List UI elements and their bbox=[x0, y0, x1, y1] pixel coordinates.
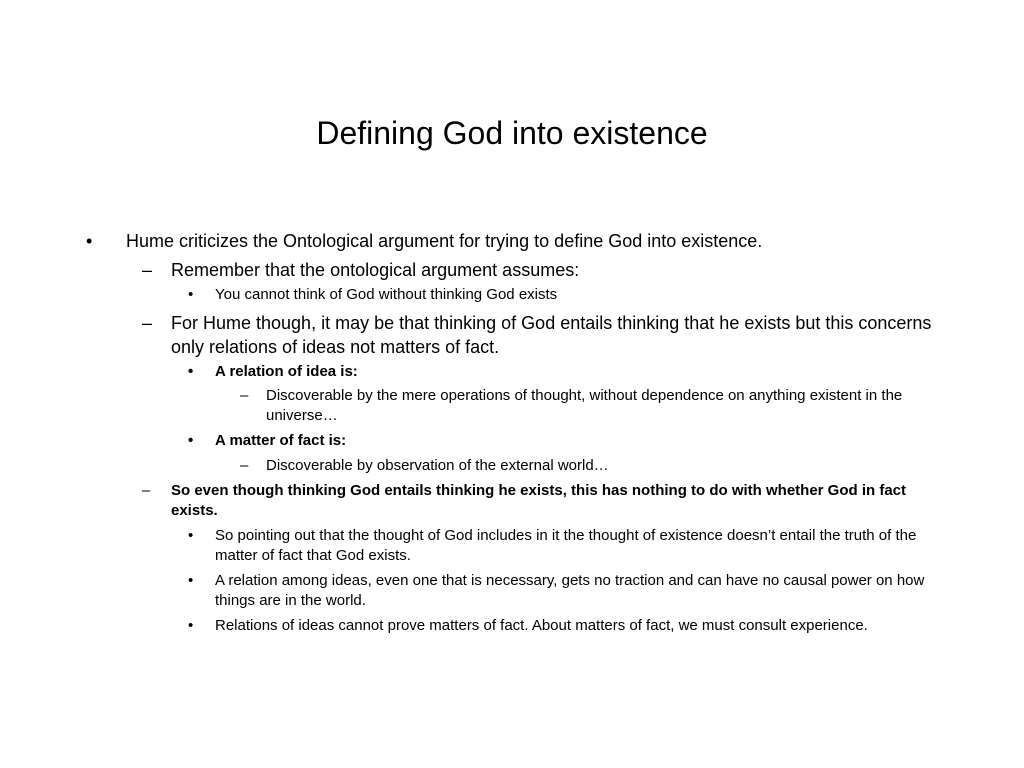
bullet-text: A relation of idea is: bbox=[215, 363, 358, 380]
bullet-item bbox=[188, 285, 945, 305]
bullet-item bbox=[86, 229, 986, 253]
bullet-icon: • bbox=[188, 527, 194, 544]
bullet-text: Discoverable by observation of the external world… bbox=[266, 457, 609, 474]
bullet-icon: • bbox=[86, 231, 93, 251]
dash-icon: – bbox=[240, 457, 249, 474]
dash-icon: – bbox=[142, 260, 153, 280]
bullet-icon: • bbox=[188, 617, 194, 634]
bullet-item bbox=[240, 456, 906, 476]
dash-icon: – bbox=[142, 482, 151, 499]
bullet-text: So pointing out that the thought of God includes in it the thought of existence doesn’t entail the truth of the matter of fact that God exists. bbox=[215, 527, 917, 564]
bullet-text: Hume criticizes the Ontological argument for trying to define God into existence. bbox=[126, 231, 763, 251]
bullet-text: Relations of ideas cannot prove matters of fact. About matters of fact, we must consult experience. bbox=[215, 617, 868, 634]
bullet-item bbox=[142, 311, 951, 359]
bullet-text: Discoverable by the mere operations of thought, without dependence on anything existent in the universe… bbox=[266, 387, 903, 424]
bullet-item bbox=[188, 571, 945, 611]
bullet-item bbox=[142, 481, 941, 521]
bullet-icon: • bbox=[188, 363, 194, 380]
bullet-item bbox=[240, 386, 906, 426]
bullet-item bbox=[188, 616, 945, 636]
bullet-text: A relation among ideas, even one that is necessary, gets no traction and can have no causal power on how things are in the world. bbox=[215, 572, 925, 609]
bullet-item bbox=[188, 431, 945, 451]
bullet-text: Remember that the ontological argument assumes: bbox=[171, 260, 580, 280]
bullet-item bbox=[142, 258, 951, 282]
bullet-item bbox=[188, 526, 945, 566]
dash-icon: – bbox=[240, 387, 249, 404]
bullet-text: So even though thinking God entails thinking he exists, this has nothing to do with whether God in fact exists. bbox=[171, 482, 907, 519]
bullet-icon: • bbox=[188, 286, 194, 303]
bullet-item bbox=[188, 362, 945, 382]
bullet-icon: • bbox=[188, 432, 194, 449]
bullet-icon: • bbox=[188, 572, 194, 589]
slide-title: Defining God into existence bbox=[316, 115, 708, 151]
dash-icon: – bbox=[142, 313, 153, 333]
bullet-text: For Hume though, it may be that thinking of God entails thinking that he exists but this concerns only relations of ideas not matters of fact. bbox=[171, 313, 932, 357]
bullet-text: You cannot think of God without thinking God exists bbox=[215, 286, 558, 303]
bullet-text: A matter of fact is: bbox=[215, 432, 347, 449]
